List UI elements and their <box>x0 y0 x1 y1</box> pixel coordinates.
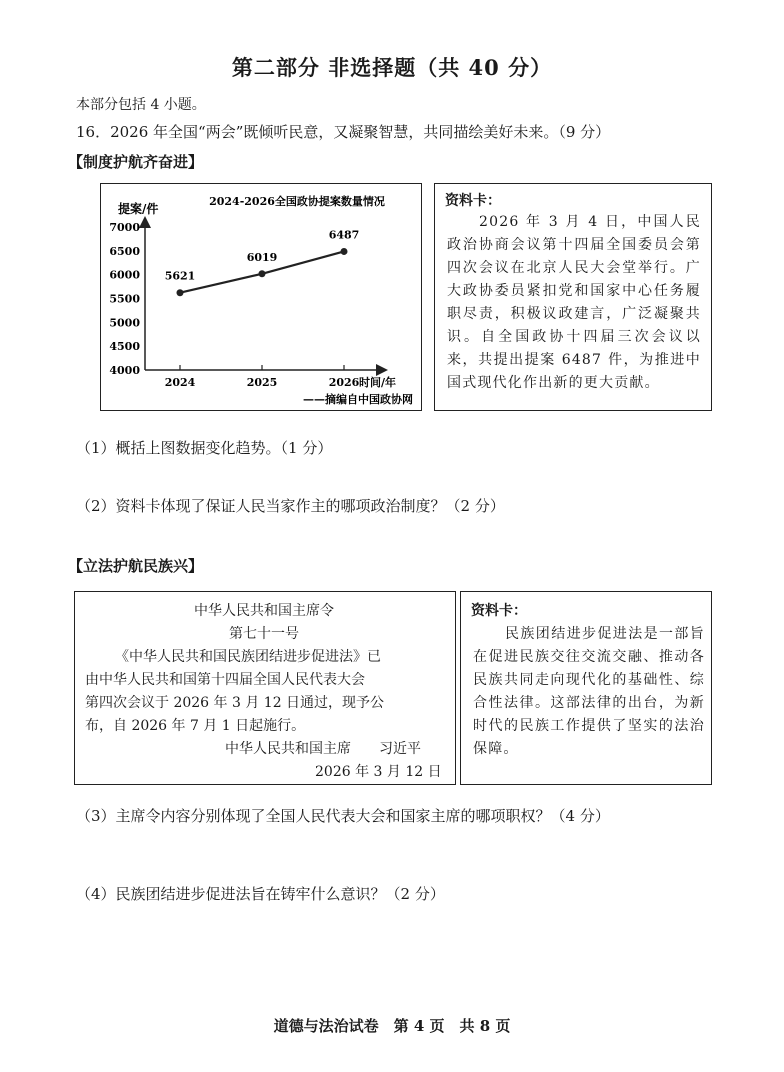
question-4: （4）民族团结进步促进法旨在铸牢什么意识？（2 分） <box>76 885 445 903</box>
x-tick-label: 2025 <box>246 376 278 389</box>
decree-signatory: 中华人民共和国主席 习近平 <box>225 741 421 757</box>
data-point <box>177 289 184 296</box>
question-1: （1）概括上图数据变化趋势。（1 分） <box>76 439 333 457</box>
decree-line-3: 《中华人民共和国民族团结进步促进法》已 <box>115 649 381 665</box>
chart-title: 2024-2026全国政协提案数量情况 <box>209 195 385 208</box>
data-label: 6487 <box>328 228 360 242</box>
decree-title: 中华人民共和国主席令 <box>194 603 334 619</box>
data-label: 6019 <box>246 250 278 264</box>
card1-title: 资料卡： <box>445 193 501 209</box>
info-card-2 <box>460 591 712 785</box>
decree-line-5: 第四次会议于 2026 年 3 月 12 日通过，现予公 <box>85 695 385 711</box>
section2-heading: 【立法护航民族兴】 <box>68 557 204 575</box>
section1-heading: 【制度护航齐奋进】 <box>68 153 204 171</box>
decree-box <box>74 591 456 785</box>
question-2: （2）资料卡体现了保证人民当家作主的哪项政治制度？（2 分） <box>76 497 505 515</box>
page-footer: 道德与法治试卷 第 4 页 共 8 页 <box>273 1017 511 1035</box>
decree-number: 第七十一号 <box>229 626 299 642</box>
data-point <box>341 248 348 255</box>
y-tick-label: 5500 <box>109 292 140 306</box>
line-chart <box>101 184 420 409</box>
info-card-1 <box>434 183 712 411</box>
card1-body: 2026 年 3 月 4 日，中国人民政治协商会议第十四届全国委员会第四次会议在北京人民大会堂举行。广大政协委员紧扣党和国家中心任务履职尽责，积极议政建言，广泛凝聚共识。自全国政协十四届三次会议以来，共提出提案 6487 件，为推进中国式现代化作出新的更大贡献。 <box>447 214 701 391</box>
intro-text: 本部分包括 4 小题。 <box>76 97 206 113</box>
chart-xlabel: 时间/年 <box>359 376 397 389</box>
y-tick-label: 6500 <box>109 244 140 258</box>
y-tick-label: 7000 <box>109 221 140 234</box>
decree-line-6: 布，自 2026 年 7 月 1 日起施行。 <box>85 718 306 734</box>
data-point <box>259 270 266 277</box>
question-3: （3）主席令内容分别体现了全国人民代表大会和国家主席的哪项职权？（4 分） <box>76 807 610 825</box>
chart-box <box>100 183 422 411</box>
question-16: 16．2026 年全国“两会”既倾听民意，又凝聚智慧，共同描绘美好未来。（9 分） <box>76 123 611 141</box>
data-label: 5621 <box>164 269 196 283</box>
y-tick-label: 5000 <box>109 316 140 330</box>
card2-body: 民族团结进步促进法是一部旨在促进民族交往交流交融、推动各民族共同走向现代化的基础性、综合性法律。这部法律的出台，为新时代的民族工作提供了坚实的法治保障。 <box>473 626 705 757</box>
card2-title: 资料卡： <box>471 603 527 619</box>
chart-source: ——摘编自中国政协网 <box>303 393 413 406</box>
y-tick-label: 6000 <box>109 268 140 282</box>
y-tick-label: 4500 <box>109 340 140 354</box>
x-tick-label: 2024 <box>164 376 196 389</box>
x-tick-label: 2026 <box>328 376 360 389</box>
y-tick-label: 4000 <box>109 364 140 377</box>
chart-ylabel: 提案/件 <box>118 202 159 216</box>
section-title: 第二部分 非选择题（共 40 分） <box>231 55 553 80</box>
decree-line-4: 由中华人民共和国第十四届全国人民代表大会 <box>85 672 365 688</box>
decree-date: 2026 年 3 月 12 日 <box>315 764 442 780</box>
